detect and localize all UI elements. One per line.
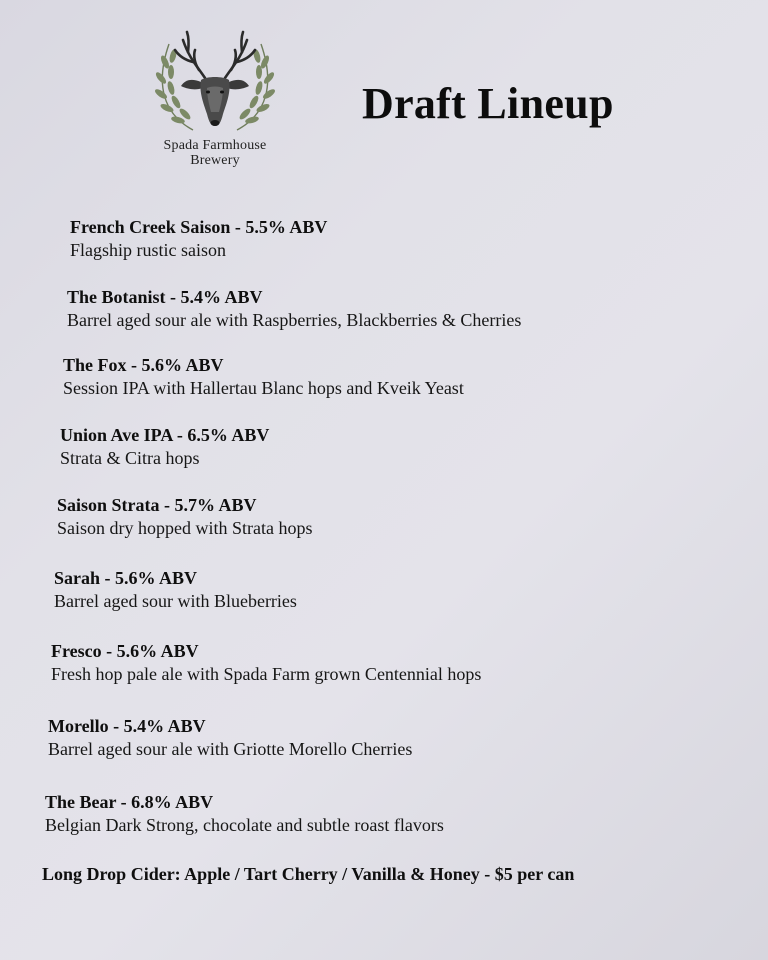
cider-note: Long Drop Cider: Apple / Tart Cherry / Vanilla & Honey - $5 per can (42, 864, 575, 884)
beer-item (45, 791, 444, 837)
beer-item (60, 424, 269, 470)
beer-description: Barrel aged sour ale with Griotte Morello Cherries (48, 739, 413, 759)
beer-name: Union Ave IPA - 6.5% ABV (60, 425, 270, 445)
logo-text-line2: Brewery (190, 153, 240, 168)
beer-name: The Bear - 6.8% ABV (45, 792, 214, 812)
beer-description: Saison dry hopped with Strata hops (57, 518, 313, 538)
beer-item (70, 216, 327, 262)
brewery-logo (140, 22, 290, 168)
beer-name: The Fox - 5.6% ABV (63, 355, 224, 375)
stag-head-icon (145, 22, 285, 138)
beer-description: Flagship rustic saison (70, 240, 226, 260)
beer-description: Fresh hop pale ale with Spada Farm grown Centennial hops (51, 664, 482, 684)
beer-description: Barrel aged sour ale with Raspberries, Blackberries & Cherries (67, 310, 522, 330)
beer-description: Strata & Citra hops (60, 448, 200, 468)
beer-name: Saison Strata - 5.7% ABV (57, 495, 257, 515)
beer-item (51, 640, 481, 686)
page-title: Draft Lineup (362, 79, 614, 128)
beer-name: Morello - 5.4% ABV (48, 716, 206, 736)
beer-name: Fresco - 5.6% ABV (51, 641, 199, 661)
beer-item (57, 494, 312, 540)
beer-item (54, 567, 297, 613)
beer-description: Belgian Dark Strong, chocolate and subtle roast flavors (45, 815, 444, 835)
beer-description: Session IPA with Hallertau Blanc hops and Kveik Yeast (63, 378, 464, 398)
logo-text-line1: Spada Farmhouse (163, 138, 267, 153)
beer-item (63, 354, 464, 400)
beer-description: Barrel aged sour with Blueberries (54, 591, 297, 611)
beer-name: Sarah - 5.6% ABV (54, 568, 198, 588)
beer-item (48, 715, 412, 761)
beer-name: French Creek Saison - 5.5% ABV (70, 217, 328, 237)
beer-name: The Botanist - 5.4% ABV (67, 287, 263, 307)
beer-item (67, 286, 521, 332)
